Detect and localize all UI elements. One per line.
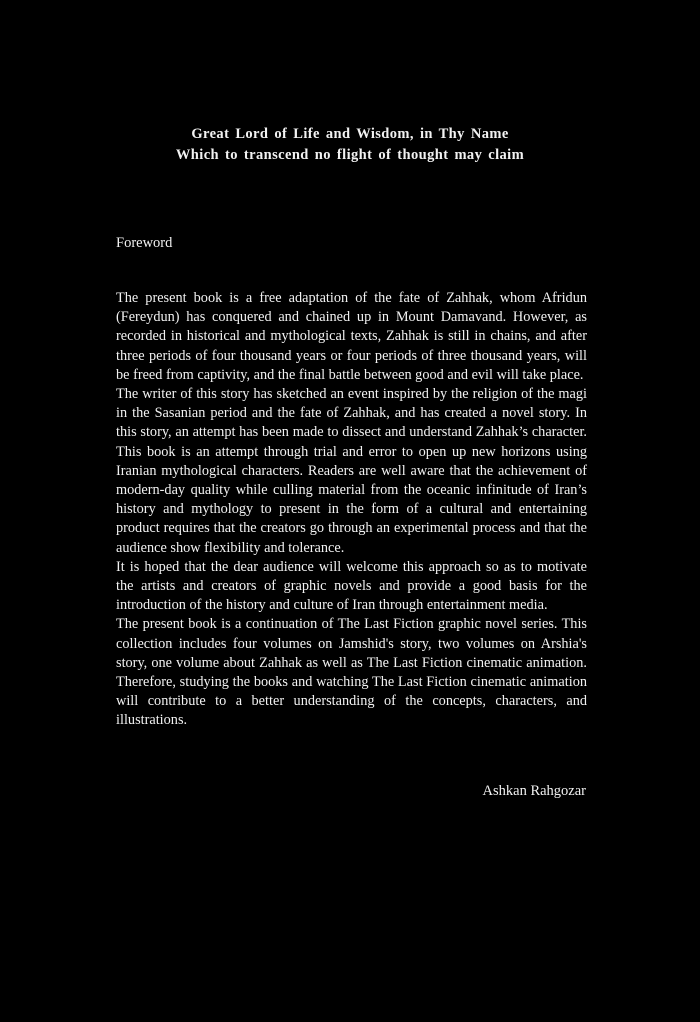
foreword-paragraph-1: The present book is a free adaptation of the fate of Zahhak, whom Afridun (Fereydun) has conquered and chained up in Mount Damavand. However, as recorded in historical and mythological texts, Zahhak is still in chains, and after three periods of four thousand years or four periods of three thousand years, will be freed from captivity, and the final battle between good and evil will take place. [116, 290, 587, 383]
author-signature: Ashkan Rahgozar [482, 783, 586, 799]
foreword-heading: Foreword [116, 235, 173, 251]
invocation [0, 124, 700, 166]
foreword-paragraph-4: The present book is a continuation of The Last Fiction graphic novel series. This collection includes four volumes on Jamshid's story, two volumes on Arshia's story, one volume about Zahhak as well as The Last Fiction cinematic animation. Therefore, studying the books and watching The Last Fiction cinematic animation will contribute to a better understanding of the concepts, characters, and illustrations. [116, 616, 587, 729]
invocation-line-1: Great Lord of Life and Wisdom, in Thy Name [191, 126, 509, 142]
foreword-paragraph-2: The writer of this story has sketched an event inspired by the religion of the magi in the Sasanian period and the fate of Zahhak, and has created a novel story. In this story, an attempt has been made to dissect and understand Zahhak’s character. This book is an attempt through trial and error to open up new horizons using Iranian mythological characters. Readers are well aware that the achievement of modern-day quality while culling material from the oceanic infinitude of Iran’s history and mythology to present in the form of a cultural and entertaining product requires that the creators go through an experimental process and that the audience show flexibility and tolerance. [116, 386, 587, 556]
invocation-line-2: Which to transcend no flight of thought may claim [175, 147, 525, 163]
foreword-paragraph-3: It is hoped that the dear audience will welcome this approach so as to motivate the artists and creators of graphic novels and provide a good basis for the introduction of the history and culture of Iran through entertainment media. [116, 558, 587, 614]
foreword-body [116, 289, 587, 731]
